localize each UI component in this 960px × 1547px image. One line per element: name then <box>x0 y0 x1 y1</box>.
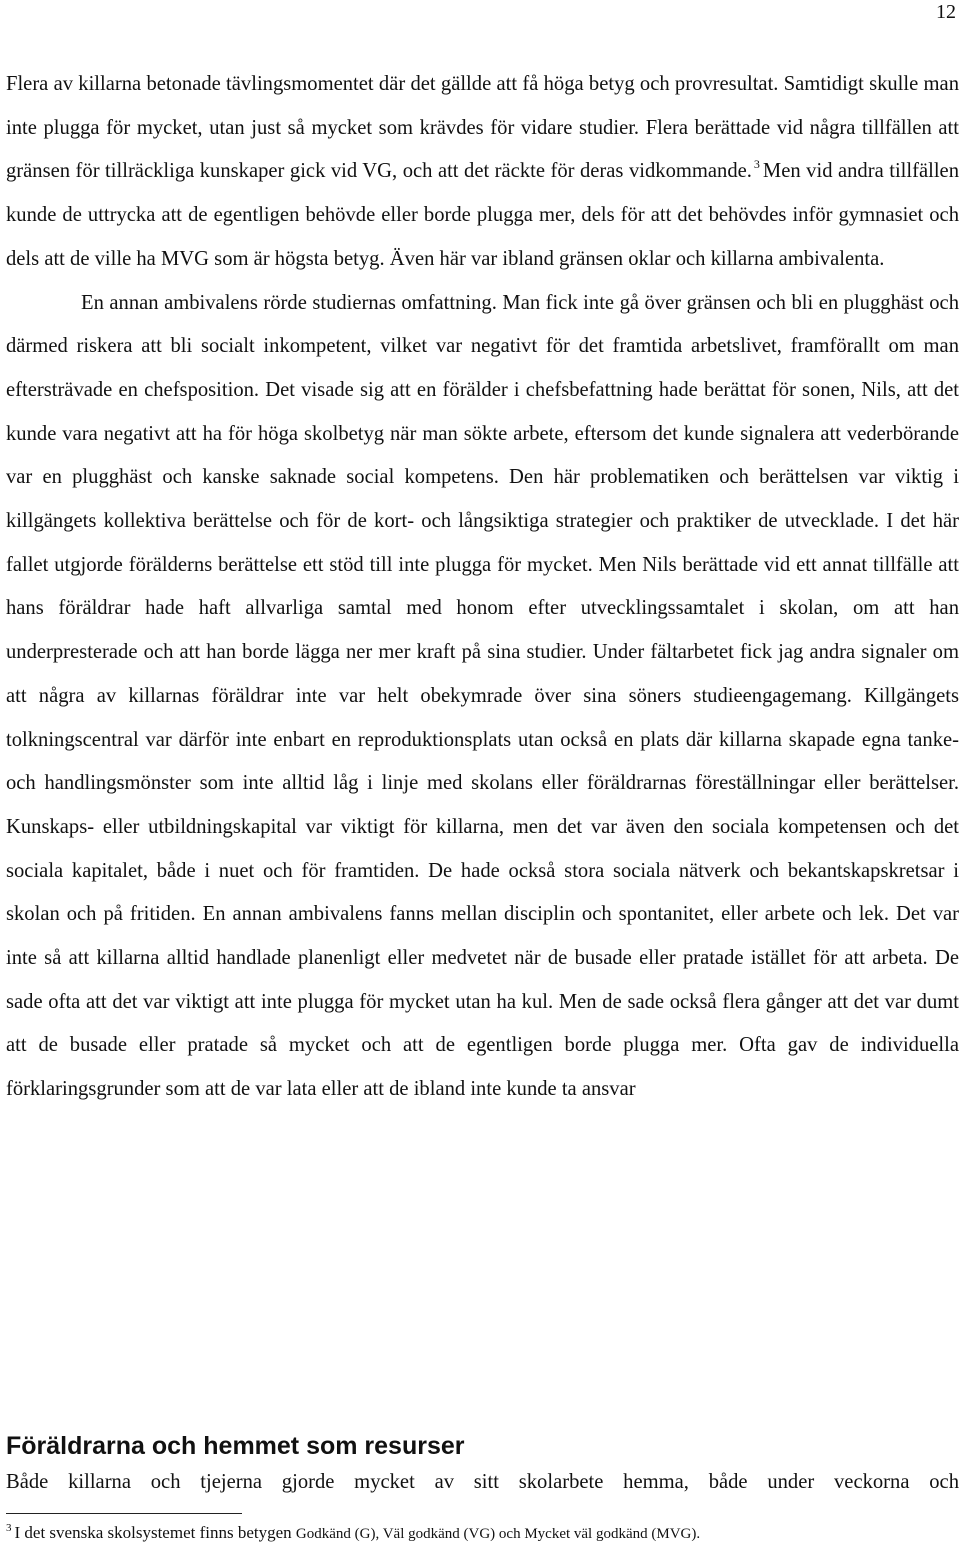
paragraph-2: En annan ambivalens rörde studiernas omfattning. Man fick inte gå över gränsen och bli en plugghäst och därmed riskera att bli socialt inkompetent, vilket var negativt för det framtida arbetslivet, framförallt om man eftersträvade en chefsposition. Det visade sig att en förälder i chefsbefattning hade berättat för sonen, Nils, att det kunde vara negativt att ha för höga skolbetyg när man sökte arbete, eftersom det kunde signalera att vederbörande var en plugghäst och kanske saknade social kompetens. Den här problematiken och berättelsen var viktig i killgängets kollektiva berättelse och för de kort- och långsiktiga strategier och praktiker de utvecklade. I det här fallet utgjorde förälderns berättelse ett stöd till inte plugga för mycket. Men Nils berättade vid ett annat tillfälle att hans föräldrar hade haft allvarliga samtal med honom efter utvecklingssamtalet i skolan, om att han underpresterade och att han borde lägga ner mer kraft på sina studier. Under fältarbetet fick jag andra signaler om att några av killarnas föräldrar inte var helt obekymrade över sina söners studieengagemang. Killgängets tolkningscentral var därför inte enbart en reproduktionsplats utan också en plats där killarna skapade egna tanke- och handlingsmönster som inte alltid låg i linje med skolans eller föräldrarnas föreställningar eller berättelser. Kunskaps- eller utbildningskapital var viktigt för killarna, men det var även den sociala kompetensen och det sociala kapitalet, både i nuet och för framtiden. De hade också stora sociala nätverk och bekantskapskretsar i skolan och på fritiden. En annan ambivalens fanns mellan disciplin och spontanitet, eller arbete och lek. Det var inte så att killarna alltid handlade planenligt eller medvetet när de busade eller pratade istället för att arbeta. De sade ofta att det var viktigt att inte plugga för mycket utan ha kul. Men de sade också flera gånger att det var dumt att de busade eller pratade så mycket och att de egentligen borde plugga mer. Ofta gav de individuella förklaringsgrunder som att de var lata eller att de ibland inte kunde ta ansvar <box>6 291 959 1101</box>
paragraph-1-text-before-ref: Flera av killarna betonade tävlingsmomentet där det gällde att få höga betyg och provresultat. Samtidigt skulle man inte plugga för mycket, utan just så mycket som krävdes för vidare studier. Flera berättade vid några tillfällen att gränsen för tillräckliga kunskaper gick vid VG, och att det räckte för deras vidkommande. <box>6 73 959 183</box>
paragraph-1 <box>6 63 959 282</box>
footnote <box>6 1522 700 1545</box>
footnote-text-main: I det svenska skolsystemet finns betygen <box>14 1523 292 1542</box>
body-text <box>6 63 959 1112</box>
footnote-reference[interactable]: 3 <box>753 157 760 172</box>
section-heading: Föräldrarna och hemmet som resurser <box>6 1432 465 1460</box>
footnote-number: 3 <box>6 1522 12 1534</box>
footnote-text-grades: Godkänd (G), Väl godkänd (VG) och Mycket väl godkänd (MVG). <box>295 1526 701 1542</box>
footnote-divider <box>6 1513 242 1514</box>
page-number: 12 <box>936 1 956 23</box>
section-first-line: Både killarna och tjejerna gjorde mycket av sitt skolarbete hemma, både under veckorna och <box>6 1471 959 1493</box>
paragraph-1-text-after-ref: Men vid andra tillfällen kunde de uttrycka att de egentligen behövde eller borde plugga mer, dels för att det behövdes inför gymnasiet och dels att de ville ha MVG som är högsta betyg. Även här var ibland gränsen oklar och killarna ambivalenta. <box>6 160 959 270</box>
